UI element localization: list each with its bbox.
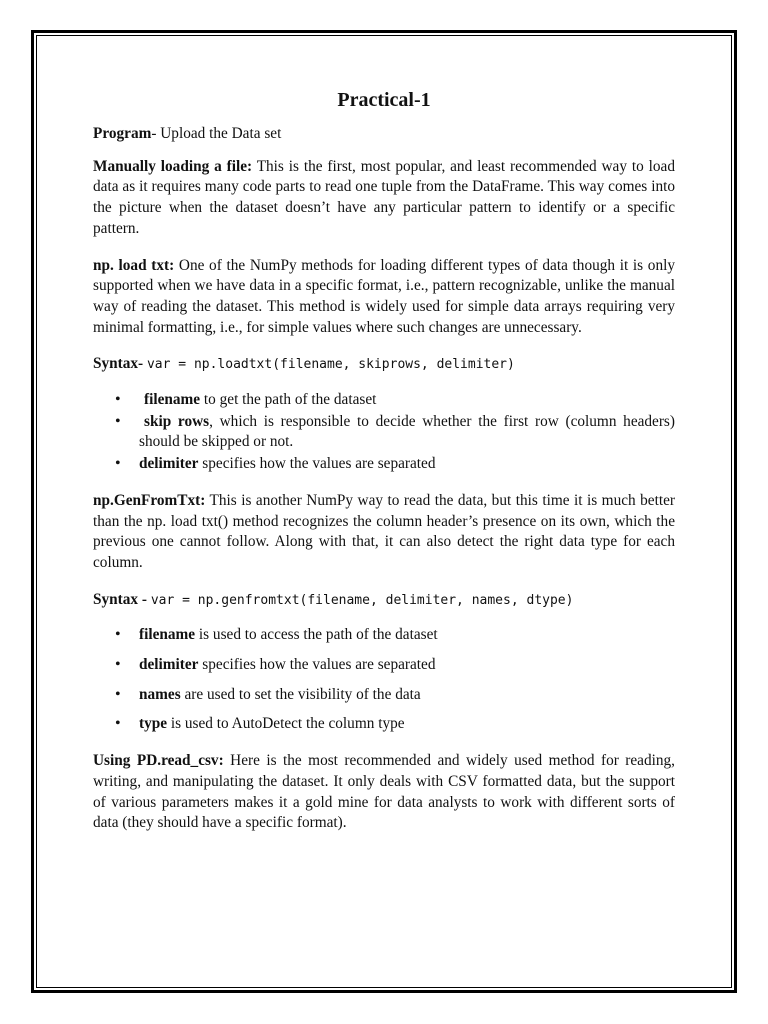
program-label: Program — [93, 125, 152, 142]
program-text: - Upload the Data set — [151, 125, 282, 142]
param-desc: , which is responsible to decide whether the first row (column headers) should be skipped or not. — [139, 412, 675, 451]
param-desc: to get the path of the dataset — [203, 391, 377, 409]
param-term: skip rows — [144, 412, 210, 430]
list-item — [139, 412, 675, 453]
param-term: names — [139, 685, 181, 703]
param-desc: specifies how the values are separated — [202, 656, 436, 674]
readcsv-text: Here is the most recommended and widely used method for reading, writing, and manipulating the dataset. It only deals with CSV formatted data, but the support of various parameters makes it a gold mine for data analysts to work with different sorts of data (they should have a specific format). — [93, 752, 675, 832]
readcsv-paragraph — [93, 751, 675, 834]
genfromtxt-text: This is another NumPy way to read the data, but this time it is much better than the np. load txt() method recognizes the column header’s presence on its own, which the previous one cannot follow. Along with that, it can also detect the right data type for each column. — [93, 491, 675, 571]
list-item — [139, 655, 675, 676]
loadtxt-paragraph — [93, 256, 675, 339]
param-desc: is used to AutoDetect the column type — [170, 715, 405, 733]
page-title: Practical-1 — [337, 89, 431, 111]
syntax-genfromtxt-code: var = np.genfromtxt(filename, delimiter, names, dtype) — [150, 592, 574, 608]
list-item — [139, 714, 675, 735]
syntax-genfromtxt-label: Syntax - — [93, 590, 147, 608]
param-term: filename — [144, 391, 201, 409]
manual-loading-paragraph — [93, 157, 675, 240]
document-body — [93, 86, 675, 850]
param-desc: specifies how the values are separated — [202, 455, 436, 473]
readcsv-label: Using PD.read_csv: — [93, 752, 224, 770]
param-term: delimiter — [139, 455, 199, 473]
param-desc: is used to access the path of the dataset — [198, 626, 438, 644]
genfromtxt-paragraph — [93, 491, 675, 574]
syntax-loadtxt-label: Syntax- — [93, 355, 144, 373]
param-term: type — [139, 715, 168, 733]
list-item — [139, 454, 675, 475]
genfromtxt-label: np.GenFromTxt: — [93, 491, 206, 509]
syntax-loadtxt — [93, 354, 675, 376]
manual-loading-label: Manually loading a file: — [93, 157, 253, 175]
list-item — [139, 625, 675, 646]
param-desc: are used to set the visibility of the data — [184, 685, 421, 703]
list-item — [139, 685, 675, 706]
syntax-genfromtxt — [93, 590, 675, 612]
param-term: delimiter — [139, 656, 199, 674]
genfromtxt-params-list — [93, 625, 675, 735]
list-item — [139, 390, 675, 411]
loadtxt-label: np. load txt: — [93, 256, 175, 274]
manual-loading-text: This is the first, most popular, and least recommended way to load data as it requires many code parts to read one tuple from the DataFrame. This way comes into the picture when the dataset doesn’t have any particular pattern to identify or a specific pattern. — [93, 157, 675, 237]
loadtxt-text: One of the NumPy methods for loading different types of data though it is only supported when we have data in a specific format, i.e., pattern recognizable, unlike the manual way of reading the dataset. This method is widely used for simple data arrays requiring very minimal formatting, i.e., for simple values where such changes are unnecessary. — [93, 256, 675, 336]
program-line — [93, 124, 675, 145]
param-term: filename — [139, 626, 196, 644]
syntax-loadtxt-code: var = np.loadtxt(filename, skiprows, delimiter) — [146, 357, 515, 373]
loadtxt-params-list — [93, 390, 675, 475]
